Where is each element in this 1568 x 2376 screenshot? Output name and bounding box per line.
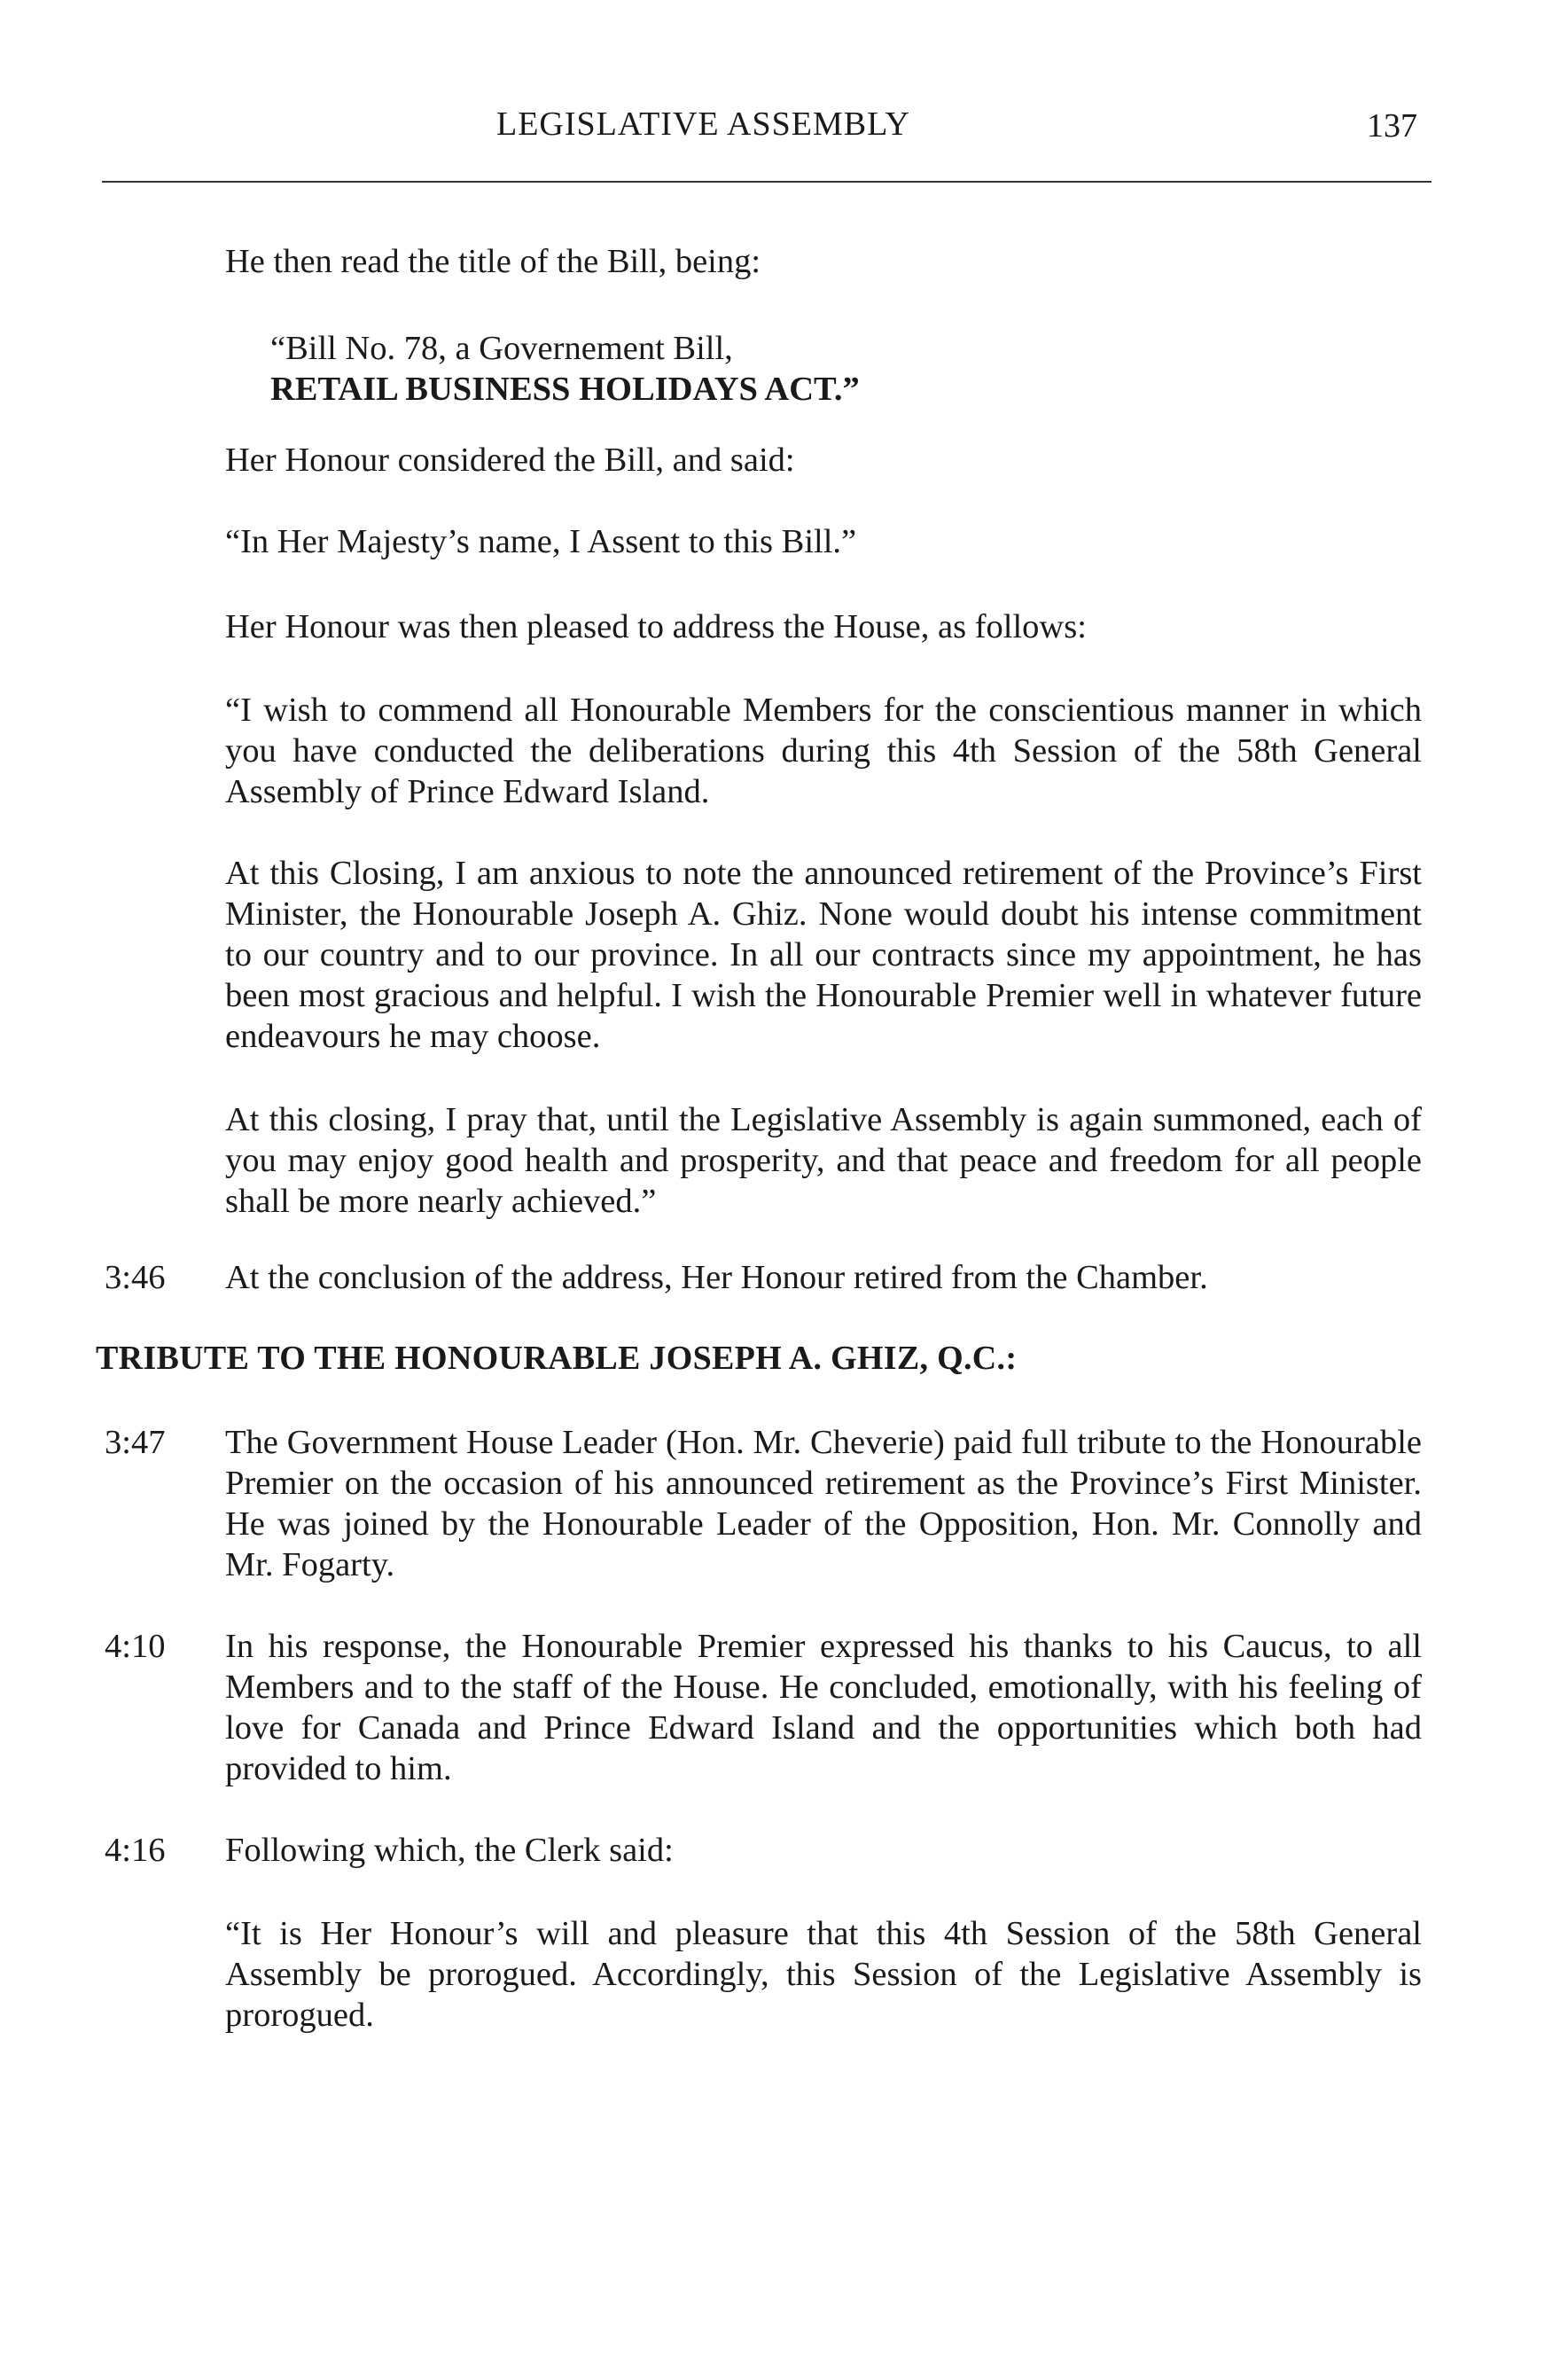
entry-text: Following which, the Clerk said: <box>225 1832 674 1869</box>
speech-paragraph-2: At this Closing, I am anxious to note the announced retirement of the Province’s First Minister, the Honourable Joseph A. Ghiz. None would doubt his intense commitment to our country and to our province. In all our contracts since my appointment, he has been most gracious and helpful. I wish the Honourable Premier well in whatever future endeavours he may choose. <box>225 855 1422 1055</box>
section-heading: TRIBUTE TO THE HONOURABLE JOSEPH A. GHIZ, Q.C.: <box>96 1340 1018 1377</box>
page-number: 137 <box>1367 107 1417 145</box>
running-header: LEGISLATIVE ASSEMBLY <box>496 106 910 143</box>
header-rule <box>102 181 1431 183</box>
clerk-quote-paragraph: “It is Her Honour’s will and pleasure that this 4th Session of the 58th General Assembly be prorogued. Accordingly, this Session of the Legislative Assembly is prorogued. <box>225 1915 1422 2034</box>
entry-text: At the conclusion of the address, Her Honour retired from the Chamber. <box>225 1259 1208 1296</box>
speech-paragraph-1: “I wish to commend all Honourable Members for the conscientious manner in which you have conducted the deliberations during this 4th Session of the 58th General Assembly of Prince Edward Island. <box>225 692 1422 810</box>
entry-time: 3:47 <box>105 1424 166 1461</box>
speech-paragraph-3: At this closing, I pray that, until the Legislative Assembly is again summoned, each of you may enjoy good health and prosperity, and that peace and freedom for all people shall be more nearly achieved.” <box>225 1101 1422 1220</box>
assent-paragraph: “In Her Majesty’s name, I Assent to this Bill.” <box>225 523 857 560</box>
entry-time: 3:46 <box>105 1259 166 1296</box>
intro-paragraph: He then read the title of the Bill, being: <box>225 243 761 280</box>
bill-title-line: “Bill No. 78, a Governement Bill, <box>270 330 733 367</box>
entry-time: 4:10 <box>105 1628 166 1665</box>
bill-name-line: RETAIL BUSINESS HOLIDAYS ACT.” <box>270 371 860 408</box>
entry-text: The Government House Leader (Hon. Mr. Cheverie) paid full tribute to the Honourable Premier on the occasion of his announced retirement as the Province’s First Minister. He was joined by the Honourable Leader of the Opposition, Hon. Mr. Connolly and Mr. Fogarty. <box>225 1424 1422 1583</box>
address-intro-paragraph: Her Honour was then pleased to address the House, as follows: <box>225 608 1087 645</box>
considered-paragraph: Her Honour considered the Bill, and said: <box>225 442 795 479</box>
entry-text: In his response, the Honourable Premier expressed his thanks to his Caucus, to all Members and to the staff of the House. He concluded, emotionally, with his feeling of love for Canada and Prince Edward Island and the opportunities which both had provided to him. <box>225 1628 1422 1787</box>
entry-time: 4:16 <box>105 1832 166 1869</box>
